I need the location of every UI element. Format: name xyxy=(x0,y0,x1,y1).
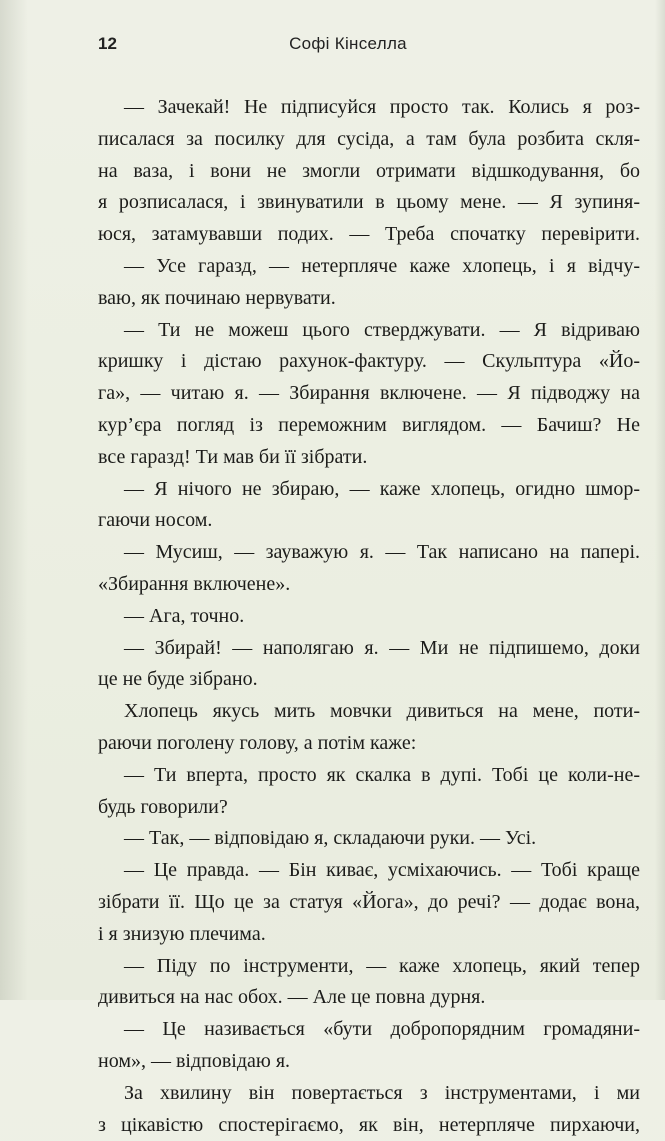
text-line: «Збирання включене». xyxy=(98,569,640,601)
page-gutter-shadow xyxy=(0,0,28,1000)
text-line: з цікавістю спостерігаємо, як він, нетерпляче пирхаючи, xyxy=(98,1110,640,1141)
text-line: — Мусиш, — зауважую я. — Так написано на папері. xyxy=(98,537,640,569)
text-line: гаючи носом. xyxy=(98,505,640,537)
text-line: — Піду по інструменти, — каже хлопець, який тепер xyxy=(98,951,640,983)
text-line: я розписалася, і звинуватили в цьому мене. — Я зупиня- xyxy=(98,187,640,219)
text-line: все гаразд! Ти мав би її зібрати. xyxy=(98,442,640,474)
text-line: дивиться на нас обох. — Але це повна дурня. xyxy=(98,982,640,1014)
text-line: юся, затамувавши подих. — Треба спочатку перевірити. xyxy=(98,219,640,251)
text-line: будь говорили? xyxy=(98,792,640,824)
text-line: ваю, як починаю нервувати. xyxy=(98,283,640,315)
text-line: — Так, — відповідаю я, складаючи руки. — Усі. xyxy=(98,823,640,855)
text-line: на ваза, і вони не змогли отримати відшкодування, бо xyxy=(98,156,640,188)
text-line: кур’єра погляд із переможним виглядом. — Бачиш? Не xyxy=(98,410,640,442)
book-author: Софі Кінселла xyxy=(98,34,598,54)
text-line: Хлопець якусь мить мовчки дивиться на мене, поти- xyxy=(98,696,640,728)
body-text xyxy=(98,92,640,1141)
text-line: — Це правда. — Бін киває, усміхаючись. — Тобі краще xyxy=(98,855,640,887)
text-line: кришку і дістаю рахунок-фактуру. — Скульптура «Йо- xyxy=(98,346,640,378)
text-line: — Ага, точно. xyxy=(98,601,640,633)
text-line: га», — читаю я. — Збирання включене. — Я підводжу на xyxy=(98,378,640,410)
text-line: — Я нічого не збираю, — каже хлопець, огидно шмор- xyxy=(98,474,640,506)
text-line: — Це називається «бути добропорядним громадяни- xyxy=(98,1014,640,1046)
page-edge-shadow xyxy=(655,0,665,1000)
text-line: це не буде зібрано. xyxy=(98,664,640,696)
running-head xyxy=(98,34,598,58)
text-line: — Ти не можеш цього стверджувати. — Я відриваю xyxy=(98,315,640,347)
text-line: За хвилину він повертається з інструментами, і ми xyxy=(98,1078,640,1110)
text-line: — Ти вперта, просто як скалка в дупі. Тобі це коли-не- xyxy=(98,760,640,792)
text-line: ном», — відповідаю я. xyxy=(98,1046,640,1078)
text-line: писалася за посилку для сусіда, а там була розбита скля- xyxy=(98,124,640,156)
page-number: 12 xyxy=(98,34,117,54)
text-line: — Збирай! — наполягаю я. — Ми не підпишемо, доки xyxy=(98,633,640,665)
text-line: зібрати її. Що це за статуя «Йога», до речі? — додає вона, xyxy=(98,887,640,919)
text-line: — Зачекай! Не підписуйся просто так. Колись я роз- xyxy=(98,92,640,124)
text-line: і я знизую плечима. xyxy=(98,919,640,951)
text-line: — Усе гаразд, — нетерпляче каже хлопець, і я відчу- xyxy=(98,251,640,283)
text-line: раючи поголену голову, а потім каже: xyxy=(98,728,640,760)
